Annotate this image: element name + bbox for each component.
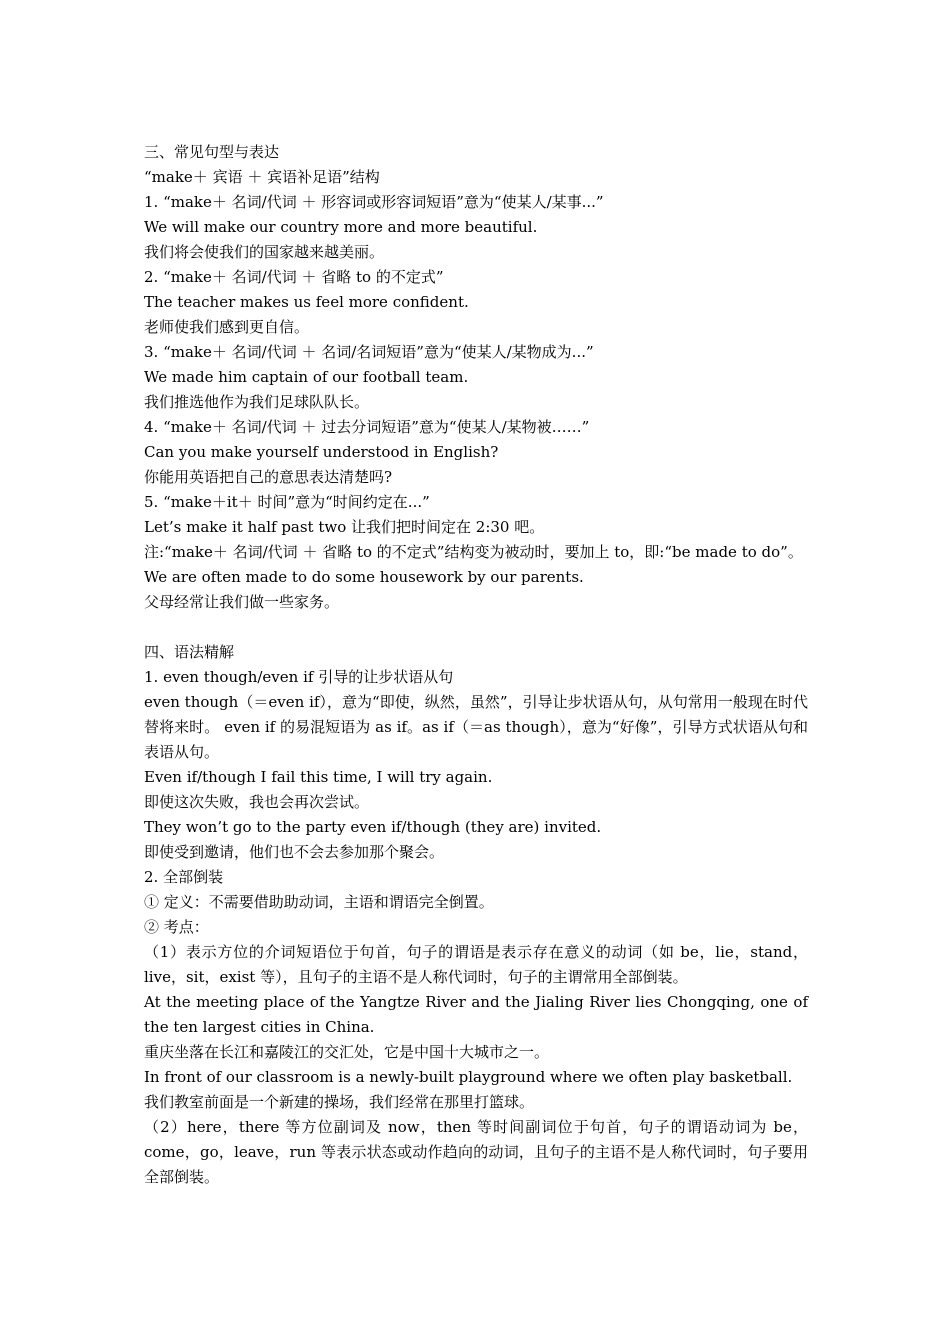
example-chinese: 重庆坐落在长江和嘉陵江的交汇处，它是中国十大城市之一。 [144,1043,550,1061]
grammar-explanation: even though（＝even if），意为“即使，纵然，虽然”，引导让步状语从句，从句常用一般现在时代替将来时。 even if 的易混短语为 as if。as if（＝as though），意为“好像”，引导方式状语从句和表语从句。 [144,693,808,761]
example-chinese: 我们教室前面是一个新建的操场，我们经常在那里打篮球。 [144,1093,535,1111]
pattern-item-4: 4. “make＋ 名词/代词 ＋ 过去分词短语”意为“使某人/某物被……” [144,418,590,436]
example-chinese: 我们将会使我们的国家越来越美丽。 [144,243,385,261]
paragraph-spacer [144,615,808,640]
key-point-1: （1）表示方位的介词短语位于句首，句子的谓语是表示存在意义的动词（如 be，lie，stand，live，sit，exist 等），且句子的主语不是人称代词时，句子的主谓常用全部倒装。 [144,943,808,986]
definition: ① 定义：不需要借助助动词，主语和谓语完全倒置。 [144,893,494,911]
example-english: They won’t go to the party even if/though (they are) invited. [144,818,602,836]
grammar-subheading-1: 1. even though/even if 引导的让步状语从句 [144,668,454,686]
key-point-2: （2）here，there 等方位副词及 now，then 等时间副词位于句首，句子的谓语动词为 be，come，go，leave，run 等表示状态或动作趋向的动词，且句子的主语不是人称代词时，句子要用全部倒装。 [144,1118,808,1186]
structure-title: “make＋ 宾语 ＋ 宾语补足语”结构 [144,168,380,186]
key-points-label: ② 考点： [144,918,209,936]
grammar-subheading-2: 2. 全部倒装 [144,868,224,886]
passive-note: 注:“make＋ 名词/代词 ＋ 省略 to 的不定式”结构变为被动时，要加上 to，即:“be made to do”。 [144,543,803,561]
example-chinese: 你能用英语把自己的意思表达清楚吗? [144,468,393,486]
example-english: We are often made to do some housework by our parents. [144,568,584,586]
pattern-item-3: 3. “make＋ 名词/代词 ＋ 名词/名词短语”意为“使某人/某物成为...” [144,343,594,361]
section-heading-4: 四、语法精解 [144,643,235,661]
pattern-item-1: 1. “make＋ 名词/代词 ＋ 形容词或形容词短语”意为“使某人/某事...” [144,193,604,211]
pattern-item-5: 5. “make＋it＋ 时间”意为“时间约定在...” [144,493,430,511]
example-english: We will make our country more and more beautiful. [144,218,538,236]
example-english: We made him captain of our football team. [144,368,469,386]
example-english: In front of our classroom is a newly-built playground where we often play basketball. [144,1068,793,1086]
example-chinese: 即使受到邀请，他们也不会去参加那个聚会。 [144,843,445,861]
pattern-item-2: 2. “make＋ 名词/代词 ＋ 省略 to 的不定式” [144,268,444,286]
example-chinese: 即使这次失败，我也会再次尝试。 [144,793,370,811]
example-english: At the meeting place of the Yangtze River and the Jialing River lies Chongqing, one of the ten largest cities in China. [144,993,808,1036]
example-english: The teacher makes us feel more confident. [144,293,469,311]
example-english: Even if/though I fail this time, I will try again. [144,768,493,786]
example-english: Can you make yourself understood in English? [144,443,499,461]
example-chinese: 我们推选他作为我们足球队队长。 [144,393,370,411]
section-heading-3: 三、常见句型与表达 [144,143,280,161]
example-chinese: 老师使我们感到更自信。 [144,318,310,336]
document-page [144,140,808,1190]
example-mixed: Let’s make it half past two 让我们把时间定在 2:30 吧。 [144,518,545,536]
example-chinese: 父母经常让我们做一些家务。 [144,593,340,611]
